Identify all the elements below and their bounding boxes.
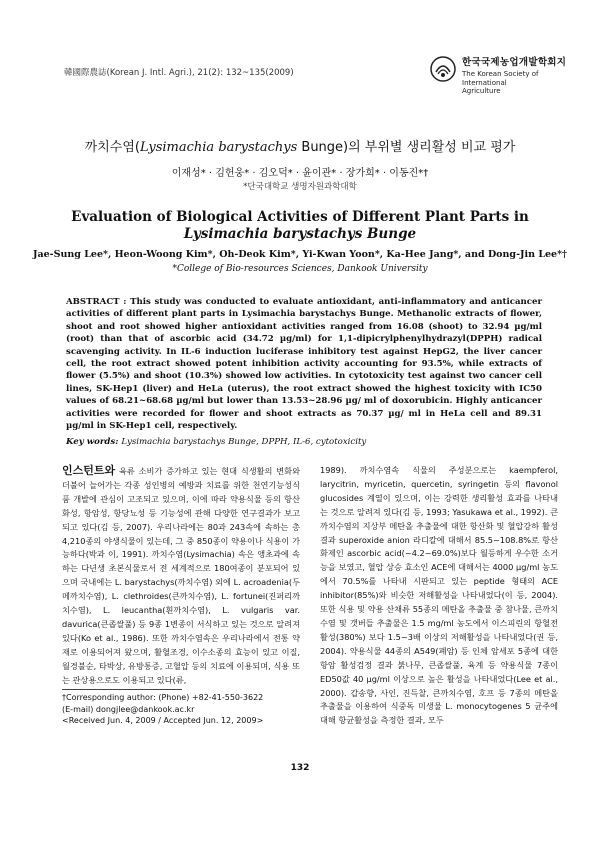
- society-name-en-line1: The Korean Society of International: [462, 70, 539, 87]
- body-left-column: [62, 464, 300, 688]
- footnotes: [62, 692, 302, 727]
- section-lead-word: 인스턴트와: [62, 464, 116, 477]
- footnote-divider: [62, 689, 182, 690]
- title-ko-species: Lysimachia barystachys: [139, 140, 298, 155]
- page-number: 132: [290, 763, 310, 773]
- journal-reference: 韓國際農誌(Korean J. Intl. Agri.), 21(2): 132~135(2009): [64, 68, 294, 78]
- abstract: [66, 296, 542, 432]
- body-left-text: 육류 소비가 증가하고 있는 현대 식생활의 변화와 더불어 늘어가는 각종 성인병의 예방과 치료를 위한 천연기능성식품 개발에 관심이 고조되고 있으며, 이에 따라 약용식물 등의 항산화성, 항암성, 항당뇨성 등 기능성에 관해 다양한 연구결과가 보고되고 있다(김 등, 2007). 우리나라에는 80과 243속에 속하는 총 4,210종의 야생식물이 있는데, 그 중 850종이 약용이나 식용이 가능하다(박과 이, 1991). 까치수염(Lysimachia) 속은 앵초과에 속하는 다년생 초본식물로서 전 세계적으로 180여종이 분포되어 있으며 국내에는 L. barystachys(까치수염) 외에 L. acroadenia(두메까치수염), L. clethroides(큰까치수염), L. fortunei(진퍼리까치수염), L. leucantha(흰까치수염), L. vulgaris var. davurica(큰좁쌀풀) 등 9종 1변종이 서식하고 있는 것으로 알려져 있다(Ko et al., 1986). 또한 까치수염속은 우리나라에서 전통 약재로 이용되어져 왔으며, 활혈조경, 이수소종의 효능이 있고 이질, 월경불순, 타박상, 유방통증, 고혈압 등의 치료에 이용되며, 식용 또는 관상용으로도 이용되고 있다(류,: [62, 466, 300, 685]
- society-logo-icon: [430, 56, 456, 82]
- authors-korean: 이재성* · 김헌웅* · 김오덕* · 윤이관* · 장가희* · 이동진*†: [171, 168, 429, 179]
- body-right-column: [320, 464, 558, 728]
- footnote-corresponding: †Corresponding author: (Phone) +82-41-550-3622: [62, 693, 264, 702]
- affiliation-korean: *단국대학교 생명자원과학대학: [243, 182, 357, 192]
- body-left-paragraph: [62, 464, 300, 688]
- keywords-label: Key words:: [66, 437, 122, 447]
- society-name-ko: 한국국제농업개발학회지: [462, 57, 567, 68]
- title-korean: [0, 136, 600, 155]
- title-ko-suffix: Bunge)의 부위별 생리활성 비교 평가: [297, 140, 516, 155]
- society-name-en-line2: Agriculture: [462, 87, 501, 95]
- society-header: [430, 54, 580, 94]
- title-en-line1: Evaluation of Biological Activities of Different Plant Parts in: [71, 209, 529, 225]
- society-names: [462, 54, 580, 96]
- body-right-text: 1989). 까치수염속 식물의 주성분으로는 kaempferol, larycitrin, myricetin, quercetin, syringetin 등의 flavonol glucosides 계열이 있으며, 이는 강력한 생리활성 효과를 나타내는 것으로 알려져 있다(김 등, 1993; Yasukawa et al., 1992). 큰까치수염의 지상부 메탄올 추출물에 대한 항산화 및 혈압강하 활성 결과 superoxide anion 라디칼에 대해서 85.5~108.8%로 항산화제인 ascorbic acid(~4.2~69.0%)보다 월등하게 우수한 소거능을 보였고, 혈압 상승 효소인 ACE에 대해서는 4000 µg/ml 농도에서 70.5%를 나타내 시판되고 있는 peptide 형태의 ACE inhibitor(85%)와 비슷한 저해활성을 나타내었다(이 등, 2004). 또한 식용 및 약용 산채류 55종의 메탄올 추출물 중 참나물, 큰까치수염 및 갯버들 추출물은 1.5 mg/ml 농도에서 이스피린의 항혈전활성(380%) 보다 1.5~3배 이상의 저해활성을 나타내었다(권 등, 2004). 약용식물 44종의 A549(폐암) 등 인체 암세포 5종에 대한 항암 활성검정 결과 붉나무, 큰좁쌀풀, 육계 등 약용식물 7종이 ED50값 40 µg/ml 이상으로 높은 활성을 나타내었다(Lee et al., 2000). 갑송향, 사인, 진득찰, 큰까치수염, 호프 등 7종의 메탄올 추출물을 이용하여 식중독 미생물 L. monocytogenes 5 균주에 대해 항균활성을 측정한 결과, 모두: [320, 465, 558, 726]
- keywords: [66, 437, 542, 447]
- affiliation-english: *College of Bio-resources Sciences, Dankook University: [172, 264, 428, 274]
- abstract-label: ABSTRACT :: [66, 297, 131, 307]
- title-ko-prefix: 까치수염(: [84, 140, 140, 155]
- title-english: [0, 209, 600, 243]
- footnote-received: <Received Jun. 4, 2009 / Accepted Jun. 12, 2009>: [62, 716, 264, 725]
- authors-english: Jae-Sung Lee*, Heon-Woong Kim*, Oh-Deok Kim*, Yi-Kwan Yoon*, Ka-Hee Jang*, and Dong-Jin Lee*†: [32, 249, 568, 260]
- title-en-line2: Lysimachia barystachys Bunge: [183, 226, 417, 242]
- abstract-text: This study was conducted to evaluate antioxidant, anti-inflammatory and anticancer activities of different plant parts in Lysimachia barystachys Bunge. Methanolic extracts of flower, shoot and root showed higher antioxidant activities ranged from 16.08 (shoot) to 32.94 µg/ml (root) than that of ascorbic acid (34.72 µg/ml) for 1,1-dipicrylphenylhydrazyl(DPPH) radical scavenging activity. In IL-6 induction luciferase inhibitory test against HepG2, the liver cancer cell, the root extract showed potent inhibition activity accounting for 93.5%, while extracts of flower (5.5%) and shoot (10.3%) showed low activities. In cytotoxicity test against two cancer cell lines, SK-Hep1 (liver) and HeLa (uterus), the root extract showed the highest toxicity with IC50 values of 68.21~68.68 µg/ml but lower than 13.53~28.96 µg/ ml of doxorubicin. Highly anticancer activities were recorded for flower and shoot extracts as 70.37 µg/ ml in HeLa cell and 89.31 µg/ml in SK-Hep1 cell, respectively.: [66, 297, 542, 432]
- footnote-email: (E-mail) dongjlee@dankook.ac.kr: [62, 704, 195, 714]
- keywords-text: Lysimachia barystachys Bunge, DPPH, IL-6, cytotoxicity: [121, 437, 367, 447]
- society-name-en: [462, 70, 580, 96]
